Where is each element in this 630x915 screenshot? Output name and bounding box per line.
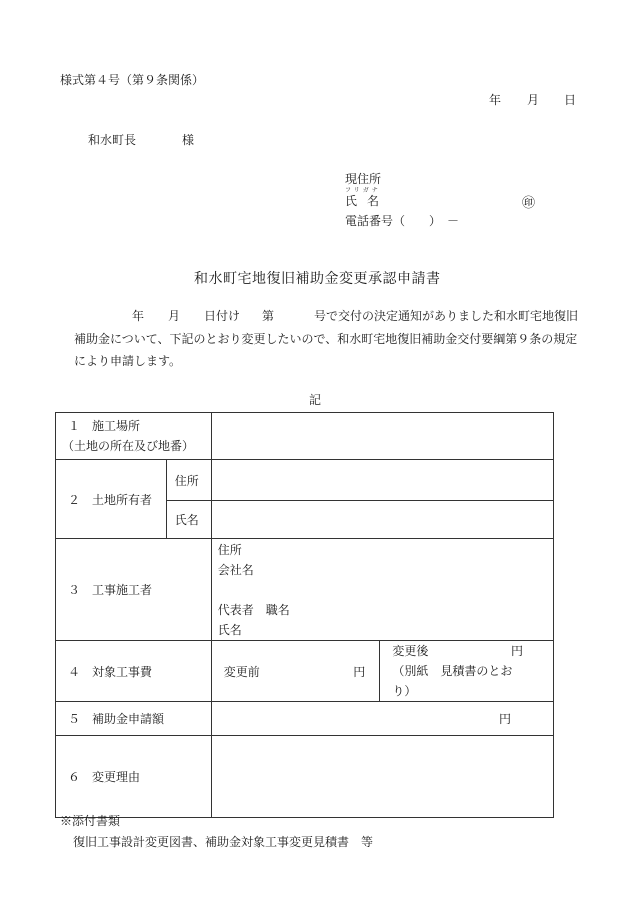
cost-before-yen: 円 [353,664,366,679]
attachments-heading: ※添付書類 [60,814,121,828]
owner-address-value[interactable] [211,460,553,501]
body-month: 月 [168,309,181,323]
body-dated: 日付け [204,309,241,323]
page-title: 和水町宅地復旧補助金変更承認申請書 [194,271,441,287]
construction-site-label: １ 施工場所 [68,419,141,433]
date-year: 年 [489,93,502,107]
applicant-address-label: 現住所 [345,172,382,186]
contractor-rep-name-label: 氏名 [217,622,242,637]
contractor-fields[interactable] [211,539,553,641]
seal-mark: ㊞ [522,196,536,211]
change-reason-value[interactable] [211,736,553,818]
row-construction-cost [56,641,554,702]
land-owner-label: ２ 土地所有者 [56,460,167,539]
cost-after-note: （別紙 見積書のとおり） [392,664,513,698]
body-line3: により申請します。 [74,354,182,368]
row-contractor [56,539,554,641]
contractor-spacer [218,580,553,600]
furigana-label: フリガナ [345,187,381,194]
row-owner-address [56,460,554,501]
row-change-reason [56,736,554,818]
applicant-phone-label: 電話番号（ ） － [345,214,460,228]
applicant-name-label-1: 氏 [345,194,358,208]
cost-after-label: 変更後 [392,644,429,658]
addressee: 和水町長 [88,133,137,147]
form-number: 様式第４号（第９条関係） [60,73,205,87]
construction-site-sub: （土地の所在及び地番） [62,439,195,453]
contractor-rep-label: 代表者 職名 [217,602,290,617]
ki-mark: 記 [309,393,322,407]
owner-address-label: 住所 [166,460,211,501]
owner-name-value[interactable] [211,501,553,539]
date-month: 月 [527,93,540,107]
date-day: 日 [564,93,577,107]
contractor-company-label: 会社名 [217,562,254,577]
subsidy-amount-value[interactable] [211,702,553,736]
application-table [55,412,554,818]
body-line1-text: 号で交付の決定通知がありました和水町宅地復旧 [314,309,579,323]
owner-name-label: 氏名 [166,501,211,539]
honorific: 様 [182,133,195,147]
body-no: 第 [262,309,275,323]
construction-cost-label: ４ 対象工事費 [56,641,212,702]
subsidy-amount-yen: 円 [498,712,511,726]
row-construction-site [56,413,554,460]
applicant-name-label-2: 名 [367,194,380,208]
change-reason-label: ６ 変更理由 [56,736,212,818]
construction-site-label-cell [56,413,212,460]
subsidy-amount-label: ５ 補助金申請額 [56,702,212,736]
construction-site-value[interactable] [211,413,553,460]
cost-after-yen: 円 [510,644,523,658]
cost-before-label: 変更前 [223,664,260,679]
attachments-items: 復旧工事設計変更図書、補助金対象工事変更見積書 等 [73,835,374,849]
body-line2: 補助金について、下記のとおり変更したいので、和水町宅地復旧補助金交付要綱第９条の規定 [74,332,578,346]
cost-after-cell[interactable] [380,641,554,702]
cost-before-cell[interactable] [211,641,380,702]
body-year: 年 [132,309,145,323]
contractor-address-label: 住所 [217,542,242,557]
row-subsidy-amount [56,702,554,736]
contractor-label: ３ 工事施工者 [56,539,212,641]
